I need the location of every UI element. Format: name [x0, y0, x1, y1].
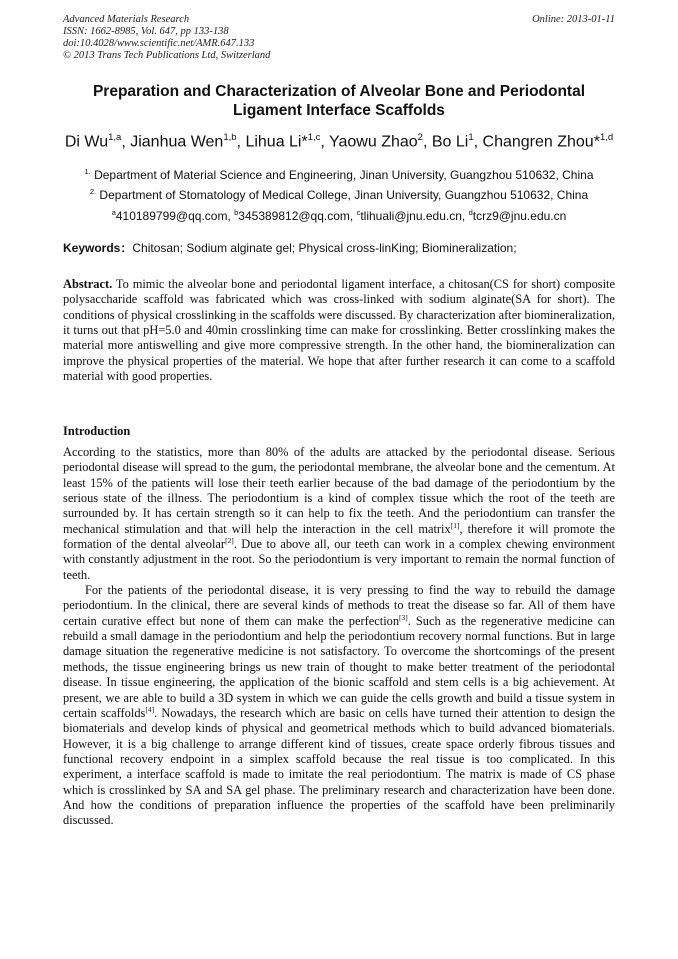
introduction-paragraph-2	[63, 583, 615, 829]
page-header	[63, 14, 615, 62]
affiliation-2-number: 2.	[89, 187, 97, 196]
email-mark: c	[356, 208, 361, 217]
abstract	[63, 277, 615, 384]
affiliation-2-text: Department of Stomatology of Medical College, Jinan University, Guangzhou 510632, China	[96, 188, 589, 202]
author-affiliation-mark: 1,d	[599, 132, 614, 143]
citation-ref: [3]	[399, 612, 408, 622]
keywords-text: Chitosan; Sodium alginate gel; Physical cross-linKing; Biomineralization;	[132, 241, 517, 255]
online-date: Online: 2013-01-11	[532, 14, 615, 25]
section-heading-introduction: Introduction	[63, 424, 131, 438]
author-separator: ,	[320, 133, 330, 151]
paragraph-text: , therefore it will promote the formation of the dental alveolar	[63, 521, 615, 552]
keywords-label: Keywords：	[63, 241, 133, 255]
author-list	[30, 128, 648, 152]
author-name: Lihua Li*	[245, 133, 308, 151]
paragraph-text: . Nowadays, the research which are basic on cells have turned their attention to design the biomaterials and develop kinds of physical and geometrical methods which to build advanced biomaterials. However, it is a big challenge to arrange different kind of tissues, create space orderly fibrous tissues and functional recovery endpoint in a simplex scaffold because the real tissue is too complicated. In this experiment, a interface scaffold is made to imitate the real periodontium. The matrix is made of CS phase which is crosslinked by SA and SA gel phase. The preliminary research and characterization have been done. And how the conditions of preparation influence the properties of the scaffold have been preliminarily discussed.	[63, 705, 616, 828]
introduction-paragraph-1	[63, 445, 615, 583]
abstract-label: Abstract.	[63, 277, 113, 291]
email-mark: d	[468, 208, 473, 217]
author-affiliation-mark: 1	[468, 132, 474, 143]
author-separator: ,	[422, 133, 432, 151]
doi-line: doi:10.4028/www.scientific.net/AMR.647.133	[63, 38, 255, 49]
issn-line: ISSN: 1662-8985, Vol. 647, pp 133-138	[63, 26, 229, 37]
email-mark: a	[111, 208, 116, 217]
affiliation-1-number: 1.	[84, 167, 91, 176]
author-name: Changren Zhou*	[482, 133, 600, 151]
title-line-2: Ligament Interface Scaffolds	[233, 102, 445, 119]
email-address: 410189799@qq.com,	[115, 209, 235, 223]
email-list	[30, 205, 648, 224]
keywords	[63, 241, 615, 256]
email-address: tlihuali@jnu.edu.cn,	[360, 209, 469, 223]
paper-title	[40, 82, 638, 120]
copyright-line: © 2013 Trans Tech Publications Ltd, Switzerland	[63, 50, 271, 61]
author-name: Yaowu Zhao	[329, 133, 418, 151]
paragraph-text: . Due to above all, our teeth can work in a complex chewing environment with constantly adjustment in the root. So the periodontium is very important to remain the normal function of teeth.	[63, 537, 615, 582]
author-name: Di Wu	[64, 133, 109, 151]
citation-ref: [1]	[450, 520, 460, 530]
author-name: Bo Li	[431, 133, 469, 151]
author-affiliation-mark: 1,c	[307, 132, 321, 143]
citation-ref: [2]	[225, 535, 234, 545]
author-affiliation-mark: 1,a	[108, 132, 122, 143]
citation-ref: [4]	[145, 704, 155, 714]
author-affiliation-mark: 2	[417, 132, 423, 143]
author-name: Jianhua Wen	[130, 133, 224, 151]
paragraph-text: For the patients of the periodontal disease, it is very pressing to find the way to rebuild the damage periodontium. In the clinical, there are several kinds of methods to treat the disease so far. All of them have certain curative effect but none of them can make the perfection	[63, 583, 615, 628]
journal-name: Advanced Materials Research	[63, 14, 190, 25]
affiliation-1-text: Department of Material Science and Engineering, Jinan University, Guangzhou 510632, China	[90, 168, 594, 182]
email-mark: b	[234, 208, 239, 217]
author-separator: ,	[236, 133, 246, 151]
title-line-1: Preparation and Characterization of Alveolar Bone and Periodontal	[92, 83, 586, 100]
email-address: tcrz9@jnu.edu.cn	[472, 209, 567, 223]
affiliation-1	[30, 164, 648, 183]
author-separator: ,	[473, 133, 483, 151]
affiliation-2	[30, 184, 648, 203]
paragraph-text: According to the statistics, more than 80% of the adults are attacked by the periodontal disease. Serious periodontal disease will spread to the gum, the periodontal membrane, the alveolar bone and the cementum. At least 15% of the patients will lose their teeth earlier because of the bad damage of the periodontium by the serious state of the illness. The periodontium is a kind of complex tissue which the root of the teeth are surrounded by. It has certain strength so it can help to fix the teeth. And the periodontium can transfer the mechanical stimulation and that will help the interaction in the cell matrix	[63, 445, 615, 536]
abstract-text: To mimic the alveolar bone and periodontal ligament interface, a chitosan(CS for short) composite polysaccharide scaffold was fabricated which was cross-linked with sodium alginate(SA for short). The conditions of physical crosslinking in the scaffolds were discussed. By characterization after biomineralization, it turns out that pH=5.0 and 40min crosslinking time can make for crosslinking. Better crosslinking makes the material more antiswelling and give more compressive strength. In the other hand, the biomineralization can improve the physical properties of the material. We hope that after further research it can come to a scaffold material with good properties.	[63, 277, 615, 384]
paragraph-text: . Such as the regenerative medicine can rebuild a small damage in the periodontium and help the periodontium recovery normal functions. But in large damage situation the regenerative medicine is not satisfactory. To overcome the shortcomings of the present methods, the tissue engineering brings us new train of thought to make better treatment of the periodontal disease. In tissue engineering, the application of the bionic scaffold and stem cells is a big achievement. At present, we are able to build a 3D system in which we can guide the cells growth and build a tissue system in certain scaffolds	[63, 613, 615, 720]
introduction-body	[63, 445, 615, 829]
author-separator: ,	[121, 133, 131, 151]
author-affiliation-mark: 1,b	[223, 132, 237, 143]
email-address: 345389812@qq.com,	[238, 209, 357, 223]
